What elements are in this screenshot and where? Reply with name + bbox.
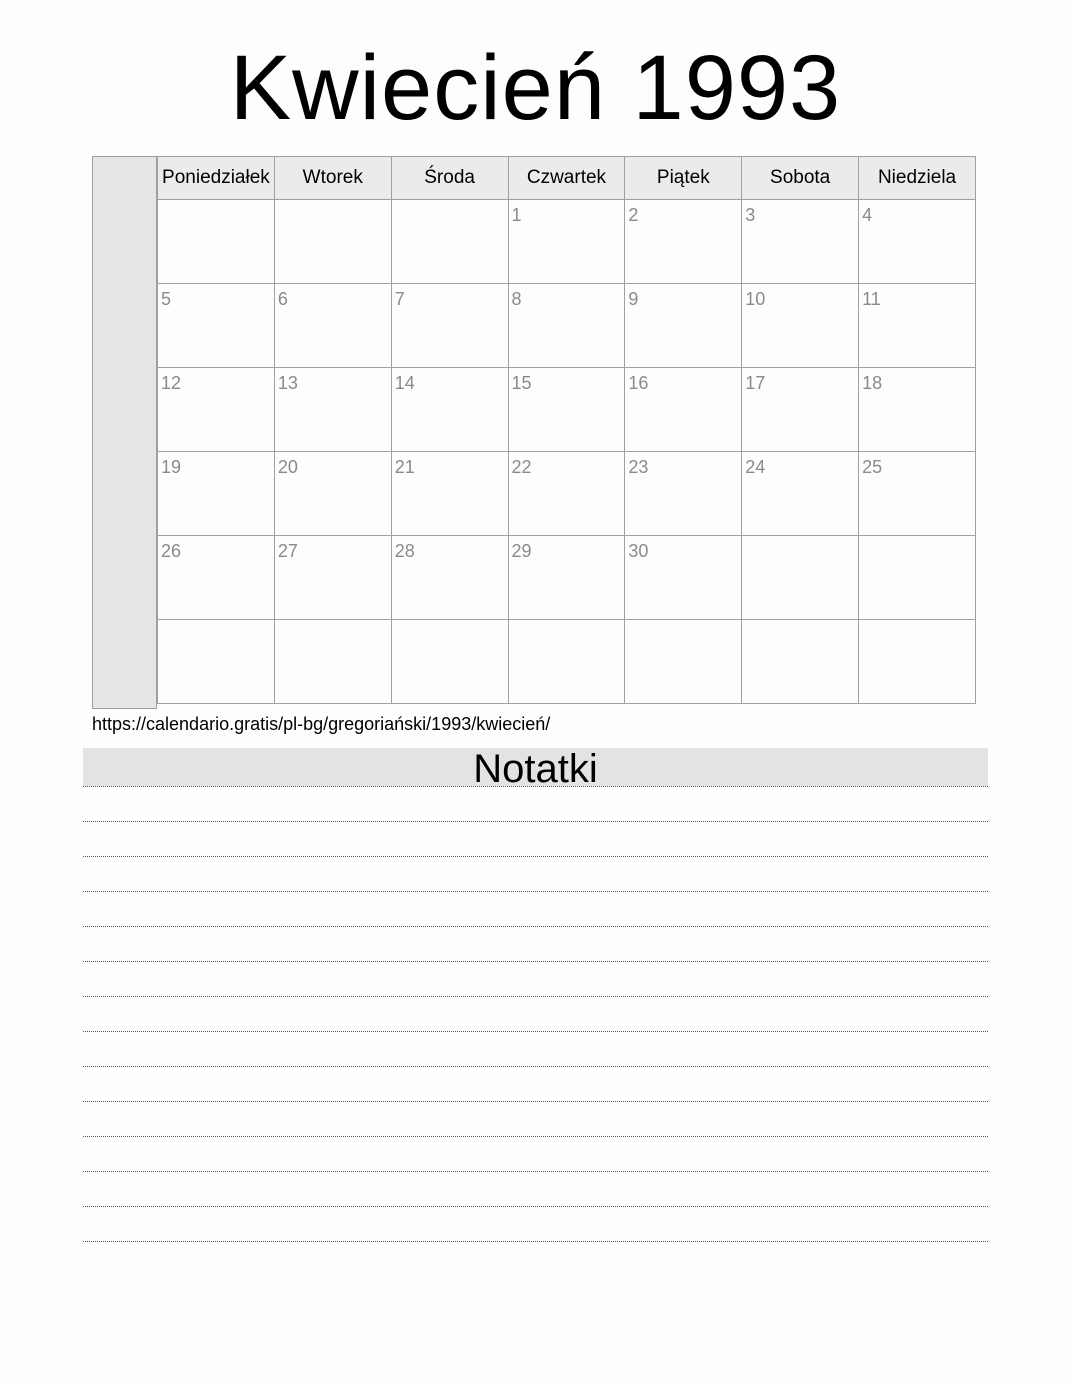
weekday-header: Sobota bbox=[742, 157, 859, 200]
day-cell bbox=[508, 536, 625, 620]
day-number: 1 bbox=[511, 205, 522, 225]
day-number bbox=[509, 620, 625, 626]
day-number: 24 bbox=[745, 457, 766, 477]
day-number bbox=[742, 536, 858, 542]
day-number: 9 bbox=[628, 289, 639, 309]
day-number: 15 bbox=[511, 373, 532, 393]
day-cell bbox=[742, 200, 859, 284]
day-cell bbox=[859, 200, 976, 284]
note-line bbox=[83, 787, 988, 822]
day-cell bbox=[158, 536, 275, 620]
day-number: 25 bbox=[862, 457, 883, 477]
day-number bbox=[275, 620, 391, 626]
week-row bbox=[158, 200, 976, 284]
day-number: 7 bbox=[394, 289, 405, 309]
day-number: 3 bbox=[745, 205, 756, 225]
note-line bbox=[83, 1032, 988, 1067]
day-number: 27 bbox=[277, 541, 298, 561]
day-cell bbox=[158, 452, 275, 536]
day-number: 8 bbox=[511, 289, 522, 309]
weekday-header: Czwartek bbox=[508, 157, 625, 200]
day-number: 10 bbox=[745, 289, 766, 309]
day-number: 20 bbox=[277, 457, 298, 477]
day-number: 28 bbox=[394, 541, 415, 561]
day-cell bbox=[391, 368, 508, 452]
day-cell bbox=[508, 620, 625, 704]
day-number bbox=[158, 620, 274, 626]
day-number: 11 bbox=[862, 289, 881, 309]
day-cell bbox=[508, 200, 625, 284]
note-line bbox=[83, 857, 988, 892]
calendar-title: Kwiecień 1993 bbox=[229, 37, 842, 139]
week-row bbox=[158, 620, 976, 704]
week-number-column bbox=[92, 156, 157, 709]
day-cell bbox=[274, 284, 391, 368]
day-number: 30 bbox=[628, 541, 649, 561]
week-row bbox=[158, 284, 976, 368]
day-cell bbox=[859, 284, 976, 368]
weekday-header: Środa bbox=[391, 157, 508, 200]
note-line bbox=[83, 962, 988, 997]
note-line bbox=[83, 1102, 988, 1137]
day-cell bbox=[859, 620, 976, 704]
day-cell bbox=[158, 620, 275, 704]
day-number bbox=[742, 620, 858, 626]
day-number bbox=[392, 620, 508, 626]
note-line bbox=[83, 1172, 988, 1207]
day-number: 14 bbox=[394, 373, 415, 393]
day-cell bbox=[742, 284, 859, 368]
day-number: 5 bbox=[161, 289, 172, 309]
day-cell bbox=[508, 452, 625, 536]
week-row bbox=[158, 368, 976, 452]
day-number: 22 bbox=[511, 457, 532, 477]
day-number: 12 bbox=[161, 373, 182, 393]
day-cell bbox=[625, 620, 742, 704]
day-cell bbox=[742, 368, 859, 452]
day-cell bbox=[625, 200, 742, 284]
day-cell bbox=[742, 620, 859, 704]
note-line bbox=[83, 1207, 988, 1242]
day-number: 4 bbox=[862, 205, 873, 225]
day-cell bbox=[274, 452, 391, 536]
week-row bbox=[158, 452, 976, 536]
day-cell bbox=[158, 200, 275, 284]
day-number bbox=[158, 200, 274, 206]
day-number: 29 bbox=[511, 541, 532, 561]
day-cell bbox=[274, 620, 391, 704]
calendar-grid bbox=[92, 156, 977, 710]
note-line bbox=[83, 892, 988, 927]
day-cell bbox=[158, 368, 275, 452]
note-line bbox=[83, 822, 988, 857]
weekday-header: Wtorek bbox=[274, 157, 391, 200]
day-cell bbox=[742, 536, 859, 620]
notes-lines bbox=[83, 786, 988, 1242]
day-cell bbox=[274, 368, 391, 452]
day-cell bbox=[859, 536, 976, 620]
note-line bbox=[83, 927, 988, 962]
note-line bbox=[83, 1067, 988, 1102]
day-number: 18 bbox=[862, 373, 883, 393]
source-url: https://calendario.gratis/pl-bg/gregoriański/1993/kwiecień/ bbox=[92, 714, 551, 734]
day-cell bbox=[508, 368, 625, 452]
day-cell bbox=[859, 368, 976, 452]
day-cell bbox=[274, 200, 391, 284]
day-number: 17 bbox=[745, 373, 766, 393]
day-cell bbox=[742, 452, 859, 536]
day-cell bbox=[391, 536, 508, 620]
day-cell bbox=[274, 536, 391, 620]
notes-title: Notatki bbox=[83, 748, 988, 786]
day-number: 21 bbox=[394, 457, 415, 477]
note-line bbox=[83, 997, 988, 1032]
week-row bbox=[158, 536, 976, 620]
day-cell bbox=[391, 620, 508, 704]
day-cell bbox=[625, 284, 742, 368]
weekday-header: Poniedziałek bbox=[158, 157, 275, 200]
day-cell bbox=[158, 284, 275, 368]
note-line bbox=[83, 1137, 988, 1172]
day-number bbox=[859, 536, 975, 542]
day-number bbox=[392, 200, 508, 206]
weekday-header: Niedziela bbox=[859, 157, 976, 200]
day-number bbox=[275, 200, 391, 206]
day-cell bbox=[625, 536, 742, 620]
day-number bbox=[859, 620, 975, 626]
day-cell bbox=[625, 368, 742, 452]
day-cell bbox=[508, 284, 625, 368]
day-number: 26 bbox=[161, 541, 182, 561]
day-number: 6 bbox=[277, 289, 288, 309]
day-cell bbox=[625, 452, 742, 536]
day-number: 23 bbox=[628, 457, 649, 477]
weekday-header: Piątek bbox=[625, 157, 742, 200]
day-cell bbox=[391, 200, 508, 284]
day-cell bbox=[391, 452, 508, 536]
day-number bbox=[625, 620, 741, 626]
day-number: 16 bbox=[628, 373, 649, 393]
day-number: 13 bbox=[277, 373, 298, 393]
day-number: 2 bbox=[628, 205, 639, 225]
weekday-header-row bbox=[158, 157, 976, 200]
month-table bbox=[157, 156, 976, 704]
day-cell bbox=[859, 452, 976, 536]
day-number: 19 bbox=[161, 457, 182, 477]
day-cell bbox=[391, 284, 508, 368]
